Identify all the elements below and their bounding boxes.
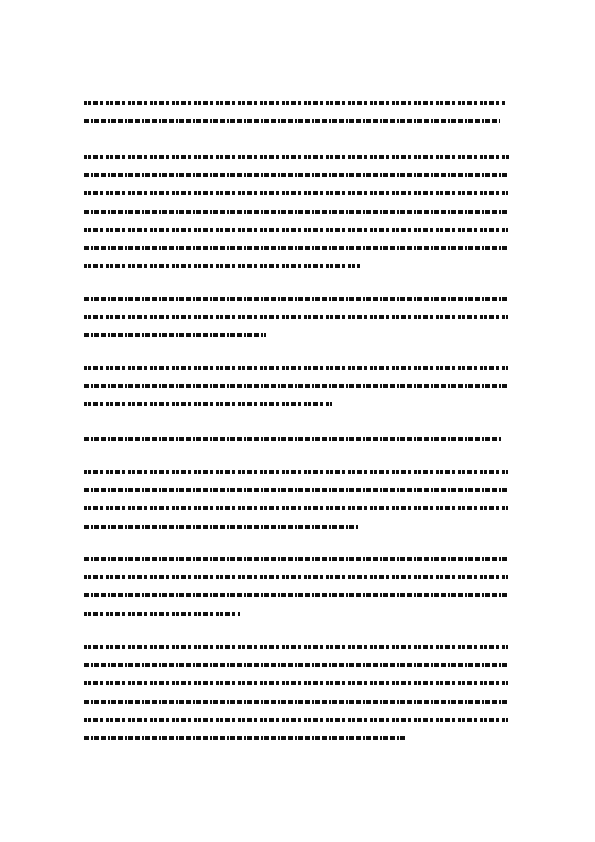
- paragraph-3: [84, 297, 509, 352]
- text-line: [84, 173, 508, 177]
- paragraph-7: [84, 557, 509, 630]
- text-line: [84, 297, 508, 301]
- text-line: [84, 736, 406, 740]
- text-line: [84, 155, 509, 159]
- text-line: [84, 557, 508, 561]
- text-line: [84, 700, 508, 704]
- text-line: [84, 402, 332, 406]
- text-line: [84, 470, 508, 474]
- paragraph-1: [84, 101, 509, 137]
- text-line: [84, 315, 508, 319]
- text-line: [84, 437, 502, 441]
- paragraph-4: [84, 366, 509, 421]
- text-line: [84, 246, 508, 250]
- text-line: [84, 264, 360, 268]
- text-line: [84, 593, 508, 597]
- text-line: [84, 384, 508, 388]
- text-line: [84, 210, 508, 214]
- text-line: [84, 612, 240, 616]
- paragraph-8: [84, 645, 509, 754]
- text-line: [84, 575, 508, 579]
- text-line: [84, 645, 508, 649]
- text-line: [84, 101, 506, 105]
- paragraph-6: [84, 470, 509, 543]
- text-line: [84, 366, 508, 370]
- text-line: [84, 681, 508, 685]
- text-line: [84, 191, 508, 195]
- paragraph-5: [84, 437, 509, 455]
- text-line: [84, 488, 508, 492]
- text-line: [84, 228, 508, 232]
- text-line: [84, 506, 508, 510]
- paragraph-2: [84, 155, 509, 282]
- text-line: [84, 119, 500, 123]
- text-line: [84, 333, 266, 337]
- text-line: [84, 525, 358, 529]
- text-line: [84, 718, 508, 722]
- text-line: [84, 663, 508, 667]
